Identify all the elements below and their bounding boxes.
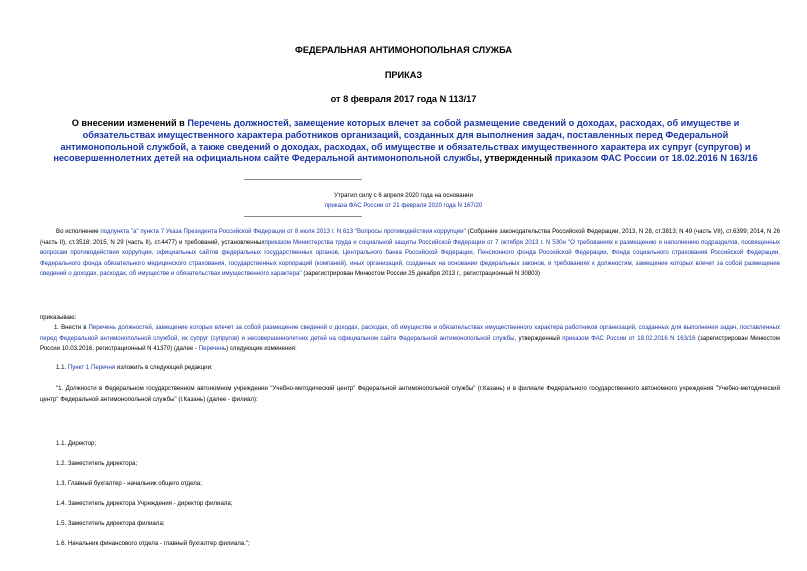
status-repeal-link[interactable]: приказа ФАС России от 21 февраля 2020 года N 167/20 <box>324 202 483 209</box>
list-short-link[interactable]: Перечень <box>198 345 227 352</box>
subpoint-1-1 <box>56 363 213 373</box>
position-item: 1.3. Главный бухгалтер - начальник общего отдела; <box>56 480 202 487</box>
position-item: 1.1. Директор; <box>56 440 97 447</box>
doc-type: ПРИКАЗ <box>384 70 423 80</box>
point-1-text-3: (зарегистрирован Минюстом России 10.03.2016, регистрационный N 41370) (далее - <box>40 334 780 352</box>
status-note: Утратил силу с 6 апреля 2020 года на основании <box>334 192 473 199</box>
title-list-link[interactable]: Перечень должностей, замещение которых влечет за собой размещение сведений о доходах, расходах, об имуществе и обязательствах имущественного характера работников организаций, созданных для выполнения задач, поставленных перед Федеральной антимонопольной службой, а также сведений о доходах, расходах, об имуществе и обязательствах имущественного характера их супруг (супругов) и несовершеннолетних детей на официальном сайте Федеральной антимонопольной службы <box>53 118 751 164</box>
point-1-text-1: 1. Внести в <box>54 324 89 331</box>
document-title <box>48 118 763 165</box>
title-order-link[interactable]: приказом ФАС России от 18.02.2016 N 163/16 <box>554 153 758 164</box>
preamble-text-1: Во исполнение <box>56 228 101 235</box>
preamble-text-2: (Собрание законодательства Российской Федерации, 2013, N 28, ст.3813; N 49 (часть VII), ст.6399; 2014, N 26 (часть II), ст.3518; 2015, N 29 (часть II), ст.4477) и требований, установленных <box>40 228 780 246</box>
point-1-text-4: ) следующие изменения: <box>226 345 297 352</box>
divider-top <box>244 179 362 180</box>
list-link[interactable]: Перечень должностей, замещение которых влечет за собой размещение сведений о доходах, расходах, об имуществе и обязательствах имущественного характера работников организаций, созданных для выполнения задач, поставленных перед Федеральной антимонопольной службой, их супруг (супругов) и несовершеннолетних детей на официальном сайте Федеральной антимонопольной службы <box>40 324 780 342</box>
title-mid: , утвержденный <box>479 153 555 164</box>
mintrud-order-link[interactable]: приказом Министерства труда и социальной защиты Российской Федерации от 7 октября 2013 г. N 530н "О требованиях к размещению и наполнению подразделов, посвященных вопросам противодействия коррупции, официальных сайтов федеральных государственных органов, Центрального банка Российской Федерации, Пенсионного фонда Российской Федерации, Фонда социального страхования Российской Федерации, Федерального фонда обязательного медицинского страхования, государственных корпораций (компаний), иных организаций, созданных на основании федеральных законов, и требованиях к должностям, замещение которых влечет за собой размещение сведений о доходах, расходах, об имуществе и обязательствах имущественного характера" <box>40 238 780 277</box>
position-item: 1.4. Заместитель директора Учреждения - директор филиала; <box>56 500 233 507</box>
decree-link[interactable]: подпункта "а" пункта 7 Указа Президента Российской Федерации от 8 июля 2013 г. N 613 "Вопросы противодействия коррупции" <box>100 228 466 235</box>
position-item: 1.5. Заместитель директора филиала; <box>56 520 165 527</box>
title-prefix: О внесении изменений в <box>71 118 188 128</box>
preamble-text-3: (зарегистрирован Минюстом России 25 декабря 2013 г., регистрационный N 30803) <box>301 270 540 277</box>
doc-date: от 8 февраля 2017 года N 113/17 <box>330 94 477 104</box>
fas-order-link[interactable]: приказом ФАС России от 18.02.2016 N 163/16 <box>562 334 696 342</box>
list-point-1-link[interactable]: Пункт 1 Перечня <box>67 364 116 371</box>
subpoint-text-1: 1.1. <box>56 364 68 371</box>
position-item: 1.2. Заместитель директора; <box>56 460 138 467</box>
point-1 <box>40 323 780 355</box>
point-1-text-2: , утвержденный <box>514 334 563 342</box>
order-word: приказываю: <box>40 314 77 321</box>
position-item: 1.6. Начальник финансового отдела - главный бухгалтер филиала."; <box>56 540 250 547</box>
divider-bottom <box>244 216 362 217</box>
subpoint-text-2: изложить в следующей редакции: <box>115 364 213 371</box>
agency-name: ФЕДЕРАЛЬНАЯ АНТИМОНОПОЛЬНАЯ СЛУЖБА <box>294 45 512 55</box>
preamble <box>40 227 780 280</box>
quoted-point: "1. Должности в Федеральном государственном автономном учреждении "Учебно-методический центр" Федеральной антимонопольной службы" (г.Казань) и в филиале Федерального государственного автономного учреждения "Учебно-методический центр" Федеральной антимонопольной службы" (г.Казань) (далее - филиал): <box>40 385 780 403</box>
